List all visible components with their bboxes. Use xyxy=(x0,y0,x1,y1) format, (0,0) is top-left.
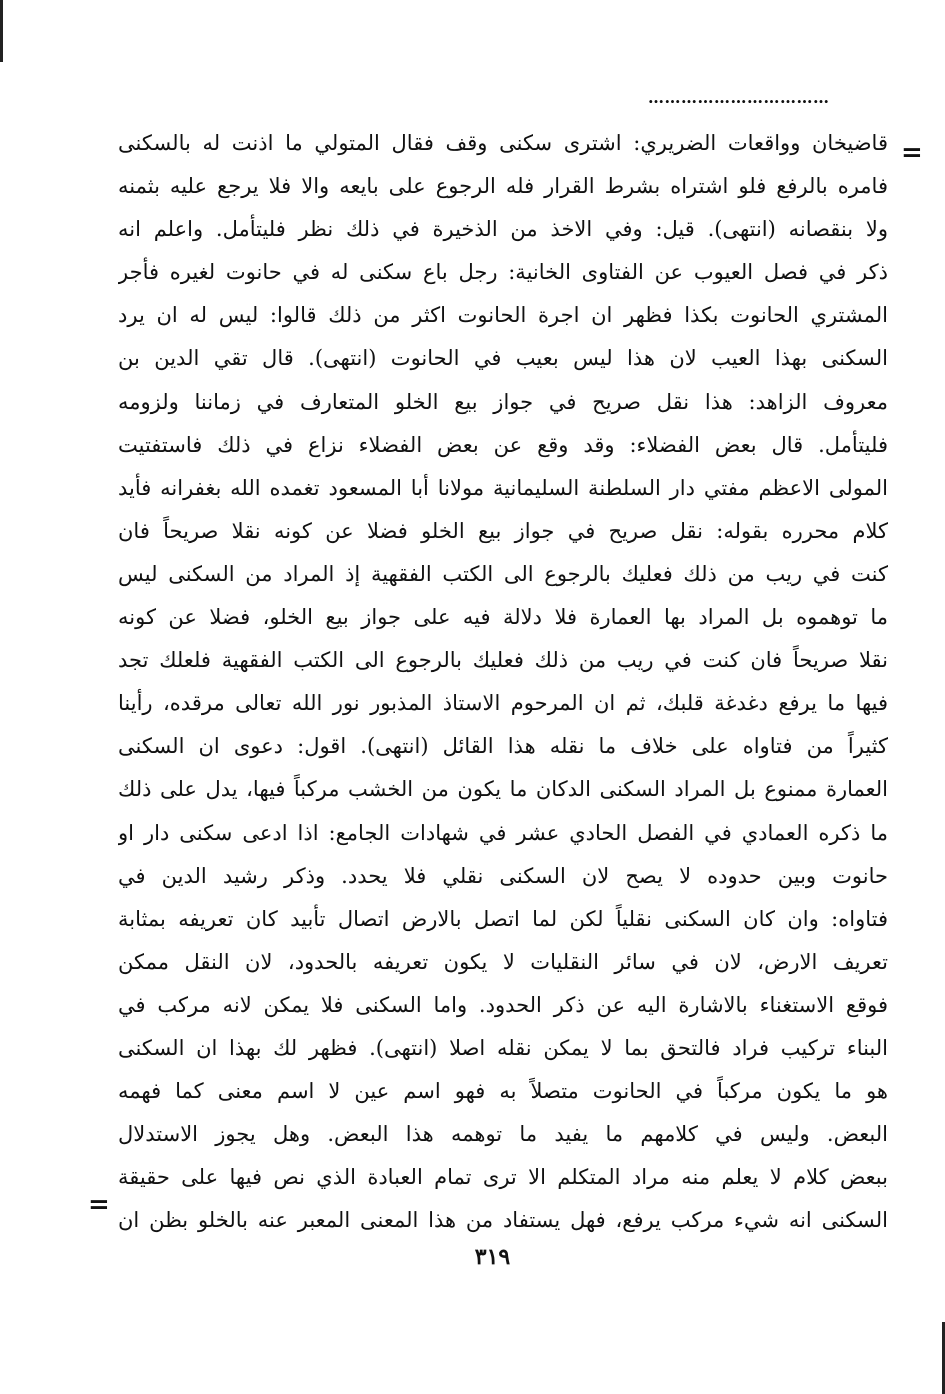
text-line-9: المولى الاعظم مفتي دار السلطنة السليمانية مولانا أبا المسعود تغمده الله بغفرانه فأيد xyxy=(118,475,888,500)
text-line-2: فامره بالرفع فلو اشتراه بشرط القرار فله الرجوع على بايعه والا فلا يرجع عليه بثمنه xyxy=(118,174,888,199)
text-line-8: فليتأمل. قال بعض الفضلاء: وقد وقع عن بعض الفضلاء نزاع في ذلك فاستفتيت xyxy=(118,432,888,457)
continuation-marker-end: = xyxy=(88,1190,110,1220)
text-line-11: كنت في ريب من ذلك فعليك بالرجوع الى الكتب الفقهية إذ المراد من السكنى ليس xyxy=(118,561,888,586)
text-line-13: نقلا صريحاً فان كنت في ريب من ذلك فعليك بالرجوع الى الكتب الفقهية فلعلك تجد xyxy=(118,648,888,673)
text-line-4: ذكر في فصل العيوب عن الفتاوى الخانية: رجل باع سكنى له في حانوت لغيره فأجر xyxy=(118,260,888,285)
text-line-16: العمارة ممنوع بل المراد السكنى الدكان ما يكون من الخشب مركباً فيها، يدل على ذلك xyxy=(118,777,888,802)
text-line-6: السكنى بهذا العيب لان هذا ليس بعيب في الحانوت (انتهى). قال تقي الدين بن xyxy=(118,346,888,371)
continuation-marker-start: = xyxy=(901,138,923,168)
text-line-23: هو ما يكون مركباً في الحانوت متصلاً به فهو اسم عين لا اسم معنى كما فهمه xyxy=(118,1079,888,1104)
text-line-14: فيها ما يرفع دغدغة قلبك، ثم ان المرحوم الاستاذ المذبور نور الله تعالى مرقده، رأينا xyxy=(118,691,888,716)
text-line-3: ولا بنقصانه (انتهى). قيل: وفي الاخذ من الذخيرة في ذلك نظر فليتأمل. واعلم انه xyxy=(118,217,888,242)
page-left-edge xyxy=(0,0,3,62)
separator-dots: …………………………… xyxy=(648,88,830,107)
text-line-20: تعريف الارض، لان في سائر النقليات لا يكون تعريفه بالحدود، لان النقل ممكن xyxy=(118,949,888,974)
text-line-19: فتاواه: وان كان السكنى نقلياً لكن لما اتصل بالارض اتصال تأبيد كان تعريفه بمثابة xyxy=(118,906,888,931)
text-line-7: معروف الزاهد: هذا نقل صريح في جواز بيع الخلو المتعارف في زماننا ولزومه xyxy=(118,389,888,414)
text-line-24: البعض. وليس في كلامهم ما يفيد ما توهمه هذا البعض. وهل يجوز الاستدلال xyxy=(118,1122,888,1147)
text-line-21: فوقع الاستغناء بالاشارة اليه عن ذكر الحدود. واما السكنى فلا يمكن لانه مركب في xyxy=(118,992,888,1017)
text-line-22: البناء تركيب فراد فالتحق بما لا يمكن نقله اصلا (انتهى). فظهر لك بهذا ان السكنى xyxy=(118,1035,888,1060)
text-line-18: حانوت وبين حدوده لا يصح لان السكنى نقلي فلا يحدد. وذكر رشيد الدين في xyxy=(118,863,888,888)
text-line-26: السكنى انه شيء مركب يرفع، فهل يستفاد من هذا المعنى المعبر عنه بالخلو بظن ان xyxy=(118,1208,888,1233)
page-number: ٣١٩ xyxy=(474,1244,511,1270)
text-line-10: كلام محرره بقوله: نقل صريح في جواز بيع الخلو فضلا عن كونه نقلا صريحاً فان xyxy=(118,518,888,543)
text-line-15: كثيراً من فتاواه على خلاف ما نقله هذا القائل (انتهى). اقول: دعوى ان السكنى xyxy=(118,734,888,759)
body-text xyxy=(118,122,888,1242)
text-line-25: ببعض كلام لا يعلم منه مراد المتكلم الا ترى تمام العبادة الذي نص فيها على حقيقة xyxy=(118,1165,888,1190)
text-line-17: ما ذكره العمادي في الفصل الحادي عشر في شهادات الجامع: اذا ادعى سكنى دار او xyxy=(118,820,888,845)
text-line-5: المشتري الحانوت بكذا فظهر ان اجرة الحانوت اكثر من ذلك قالوا: ليس له ان يرد xyxy=(118,303,888,328)
text-line-1: قاضيخان وواقعات الضريري: اشترى سكنى وقف فقال المتولي ما اذنت له بالسكنى xyxy=(118,131,888,155)
text-line-12: ما توهموه بل المراد بها العمارة فلا دلالة فيه على جواز بيع الخلو، فضلا عن كونه xyxy=(118,605,888,630)
